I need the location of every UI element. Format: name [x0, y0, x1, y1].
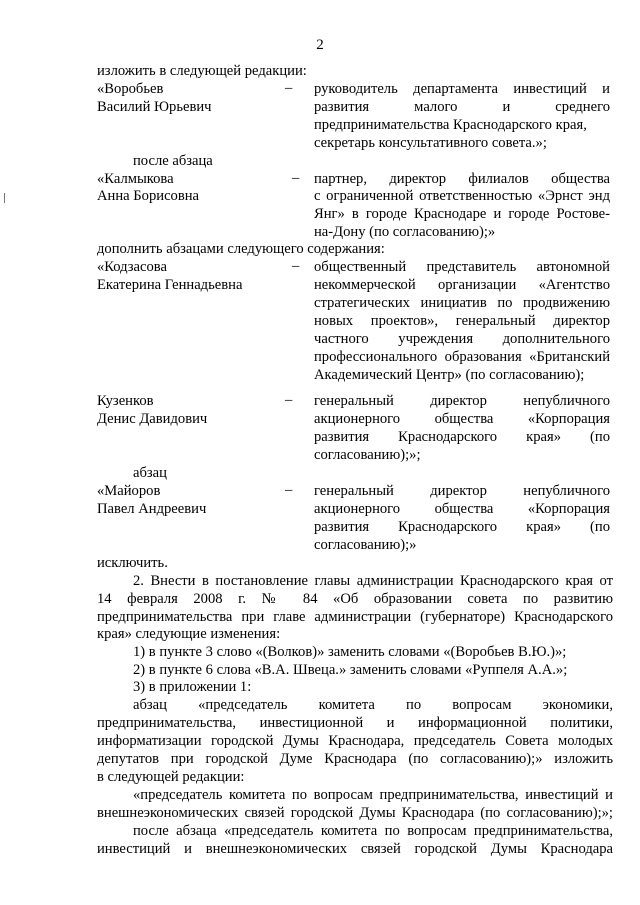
member-role-line: развития Краснодарского края» (по [314, 519, 610, 535]
paragraph-line: 14 февраля 2008 г. № 84 «Об образовании совета по развитию [97, 591, 613, 607]
member-name-line1: «Кодзасова [97, 259, 167, 275]
member-role-line: Янг» в городе Краснодаре и городе Ростове- [314, 206, 610, 222]
member-name-line2: Анна Борисовна [97, 188, 200, 204]
member-name-line2: Василий Юрьевич [97, 99, 212, 115]
member-role-line: акционерного общества «Корпорация [314, 501, 610, 517]
exclude-line: исключить. [97, 555, 168, 571]
paragraph-line: предпринимательства, инвестиционной и информационной политики, [97, 715, 613, 731]
member-role-line: предпринимательства Краснодарского края, [314, 117, 587, 133]
intro-line: дополнить абзацами следующего содержания: [97, 241, 385, 257]
member-role-line: общественный представитель автономной [314, 259, 610, 275]
dash-separator: – [285, 392, 293, 408]
paragraph-line: инвестиций и внешнеэкономических связей городской Думы Краснодара [97, 841, 613, 857]
list-item: 2) в пункте 6 слова «В.А. Швеца.» заменить словами «Руппеля А.А.»; [133, 662, 568, 678]
member-role-line: профессионального образования «Британский [314, 349, 610, 365]
member-role-line: с ограниченной ответственностью «Эрнст энд [314, 188, 610, 204]
paragraph-line: внешнеэкономических связей городской Думы Краснодара (по согласованию);»; [97, 805, 613, 821]
member-name-line2: Денис Давидович [97, 411, 208, 427]
after-paragraph-line: после абзаца [133, 153, 213, 169]
member-role-line: развития Краснодарского края» (по [314, 429, 610, 445]
dash-separator: – [292, 170, 300, 186]
member-role-line: новых проектов», генеральный директор [314, 313, 610, 329]
member-role-line: акционерного общества «Корпорация [314, 411, 610, 427]
member-role-line: частного учреждения дополнительного [314, 331, 610, 347]
member-name-line2: Павел Андреевич [97, 501, 207, 517]
paragraph-line: информатизации городской Думы Краснодара, председатель Совета молодых [97, 733, 613, 749]
abzac-line: абзац [133, 465, 167, 481]
paragraph-line: абзац «председатель комитета по вопросам экономики, [133, 697, 613, 713]
scan-artifact [4, 193, 5, 203]
paragraph-line: депутатов при городской Думе Краснодара (по согласованию);» изложить [97, 751, 613, 767]
member-role-line: на-Дону (по согласованию);» [314, 224, 496, 240]
page-number: 2 [316, 37, 324, 53]
member-role-line: согласованию);»; [314, 447, 421, 463]
member-role-line: партнер, директор филиалов общества [314, 171, 610, 187]
paragraph-line: предпринимательства при главе администрации (губернаторе) Краснодарского [97, 609, 613, 625]
member-role-line: согласованию);» [314, 537, 417, 553]
member-role-line: некоммерческой организации «Агентство [314, 277, 610, 293]
member-name-line1: Кузенков [97, 393, 154, 409]
list-item: 1) в пункте 3 слово «(Волков)» заменить словами «(Воробьев В.Ю.)»; [133, 644, 567, 660]
paragraph-line: края» следующие изменения: [97, 626, 281, 642]
member-role-line: секретарь консультативного совета.»; [314, 135, 547, 151]
paragraph-line: «председатель комитета по вопросам предпринимательства, инвестиций и [133, 787, 613, 803]
intro-line: изложить в следующей редакции: [97, 63, 307, 79]
member-role-line: руководитель департамента инвестиций и [314, 81, 610, 97]
member-role-line: Академический Центр» (по согласованию); [314, 367, 585, 383]
dash-separator: – [292, 258, 300, 274]
member-role-line: генеральный директор непубличного [314, 393, 610, 409]
dash-separator: – [285, 482, 293, 498]
member-role-line: развития малого и среднего [314, 99, 610, 115]
member-role-line: стратегических инициатив по продвижению [314, 295, 610, 311]
member-name-line2: Екатерина Геннадьевна [97, 277, 243, 293]
list-item: 3) в приложении 1: [133, 679, 252, 695]
dash-separator: – [285, 80, 293, 96]
member-name-line1: «Калмыкова [97, 171, 174, 187]
paragraph-line: после абзаца «председатель комитета по вопросам предпринимательства, [133, 823, 613, 839]
member-name-line1: «Воробьев [97, 81, 164, 97]
member-name-line1: «Майоров [97, 483, 161, 499]
member-role-line: генеральный директор непубличного [314, 483, 610, 499]
paragraph-line: в следующей редакции: [97, 769, 245, 785]
paragraph-line: 2. Внести в постановление главы администрации Краснодарского края от [133, 573, 613, 589]
